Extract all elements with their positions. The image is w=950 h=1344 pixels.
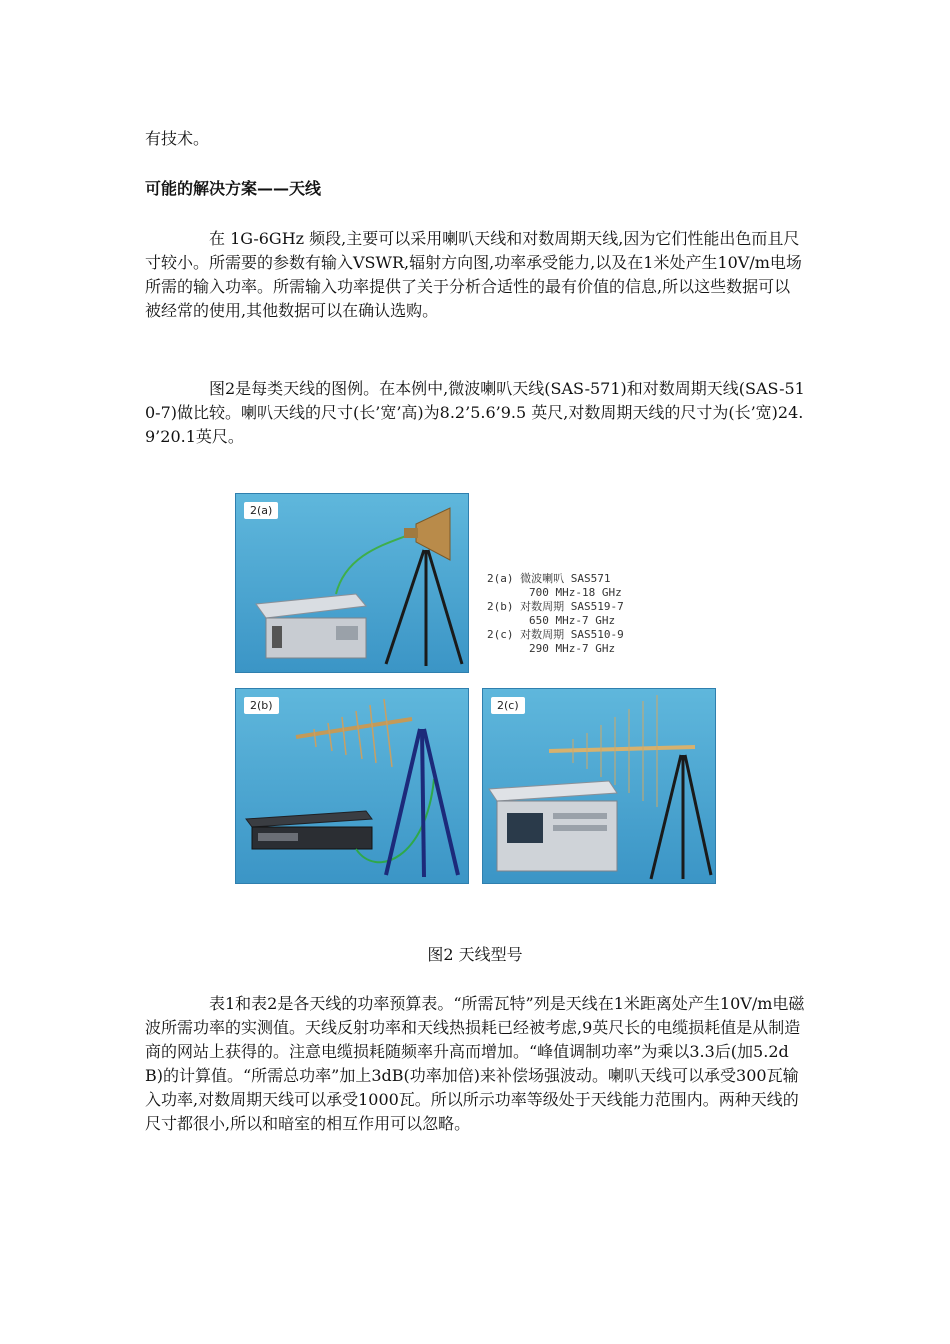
legend-range: 700 MHz-18 GHz [529, 586, 622, 599]
legend-id: 2(b) [487, 600, 514, 613]
legend-range: 650 MHz-7 GHz [529, 614, 616, 627]
figure-panel-2c [482, 688, 716, 884]
intro-tail-text: 有技术。 [145, 129, 210, 148]
figure-legend [487, 572, 717, 656]
paragraph-2: 图2是每类天线的图例。在本例中,微波喇叭天线(SAS-571)和对数周期天线(SAS-510-7)做比较。喇叭天线的尺寸(长’宽’高)为8.2’5.6’9.5 英尺,对数周期天线的尺寸为(长’宽)24.9’20.1英尺。 [145, 379, 805, 446]
legend-id: 2(a) [487, 572, 514, 585]
paragraph-3: 表1和表2是各天线的功率预算表。“所需瓦特”列是天线在1米距离处产生10V/m电磁波所需功率的实测值。天线反射功率和天线热损耗已经被考虑,9英尺长的电缆损耗值是从制造商的网站上获得的。注意电缆损耗随频率升高而增加。“峰值调制功率”为乘以3.3后(加5.2dB)的计算值。“所需总功率”加上3dB(功率加倍)来补偿场强波动。喇叭天线可以承受300瓦输入功率,对数周期天线可以承受1000瓦。所以所示功率等级处于天线能力范围内。两种天线的尺寸都很小,所以和暗室的相互作用可以忽略。 [145, 994, 805, 1133]
horn-antenna-illustration [236, 494, 468, 672]
log-periodic-antenna-illustration [236, 689, 468, 883]
figure-panel-2a [235, 493, 469, 673]
large-log-periodic-antenna-illustration [483, 689, 715, 883]
legend-name: 微波喇叭 SAS571 [520, 572, 611, 585]
legend-name: 对数周期 SAS519-7 [520, 600, 624, 613]
panel-tag: 2(b) [244, 697, 279, 714]
legend-name: 对数周期 SAS510-9 [520, 628, 624, 641]
legend-id: 2(c) [487, 628, 514, 641]
paragraph-1: 在 1G-6GHz 频段,主要可以采用喇叭天线和对数周期天线,因为它们性能出色而且尺寸较小。所需要的参数有输入VSWR,辐射方向图,功率承受能力,以及在1米处产生10V/m电场所需的输入功率。所需输入功率提供了关于分析合适性的最有价值的信息,所以这些数据可以被经常的使用,其他数据可以在确认选购。 [145, 229, 802, 320]
figure-panel-2b [235, 688, 469, 884]
panel-tag: 2(a) [244, 502, 278, 519]
section-heading: 可能的解决方案——天线 [145, 179, 322, 198]
legend-range: 290 MHz-7 GHz [529, 642, 616, 655]
figure-caption: 图2 天线型号 [427, 945, 523, 964]
panel-tag: 2(c) [491, 697, 525, 714]
